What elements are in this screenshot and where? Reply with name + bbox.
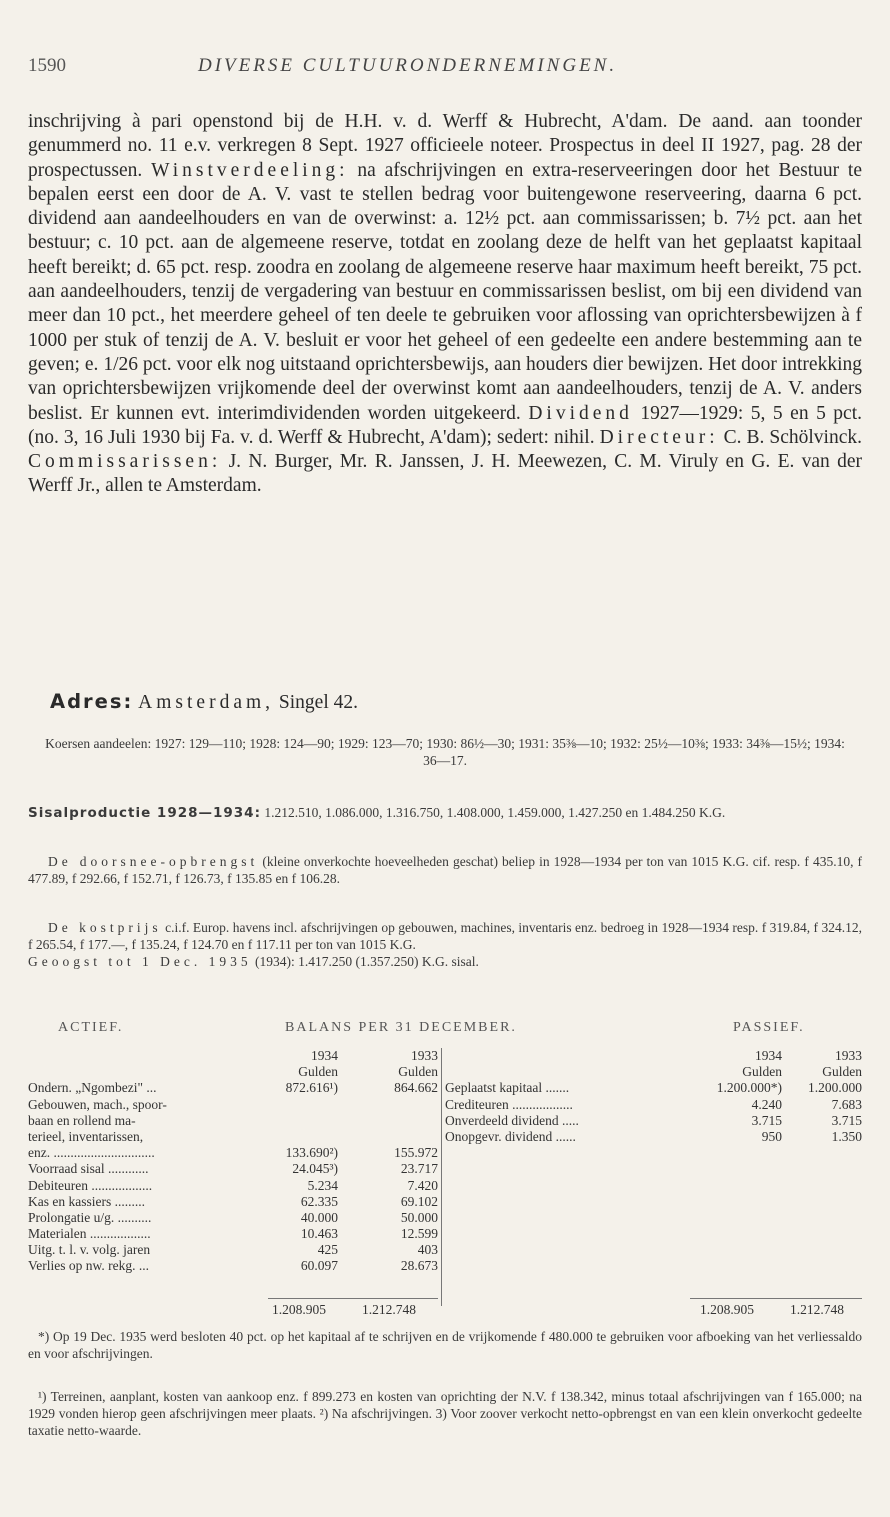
value-1934: 5.234 [307, 1177, 338, 1193]
column-year: 1933 [411, 1048, 438, 1063]
total-liabilities-1933: 1.212.748 [790, 1302, 844, 1317]
liabilities-label: PASSIEF. [733, 1020, 805, 1035]
value-1934: 425 [317, 1242, 338, 1258]
table-row [28, 1145, 438, 1161]
dividend-text: 1927—1929: 5, 5 en 5 pct. (no. 3, 16 Juli 1930 bij Fa. v. d. Werff & Hubrecht, A'dam); sedert: nihil. [28, 402, 863, 448]
table-row [28, 1178, 438, 1194]
assets-rows [28, 1080, 438, 1274]
share-prices: Koersen aandeelen: 1927: 129—110; 1928: 124—90; 1929: 123—70; 1930: 86½—30; 1931: 35⅜—10; 1932: 25½—10⅜; 1933: 34⅜—15½; 1934: 36—17. [45, 736, 845, 768]
table-row [28, 1161, 438, 1177]
column-unit-row [28, 1064, 438, 1080]
row-label: Debiteuren .................. [28, 1177, 153, 1193]
value-1933: 3.715 [831, 1112, 862, 1128]
row-label: Verlies op nw. rekg. ... [28, 1258, 149, 1274]
directeur-label: Directeur: [599, 426, 719, 448]
table-row [445, 1113, 862, 1129]
page-number: 1590 [28, 55, 66, 76]
sisal-production [28, 804, 862, 822]
row-label: Kas en kassiers ......... [28, 1193, 145, 1209]
value-1934: 3.715 [751, 1112, 782, 1128]
total-liabilities-1934: 1.208.905 [700, 1302, 754, 1317]
table-row [28, 1242, 438, 1258]
row-label: Uitg. t. l. v. volg. jaren [28, 1242, 151, 1258]
value-1933: 1.350 [831, 1128, 862, 1144]
value-1933: 28.673 [400, 1258, 438, 1274]
column-year: 1933 [835, 1048, 862, 1063]
value-1934: 40.000 [300, 1209, 338, 1225]
table-row [28, 1129, 438, 1145]
value-1933: 7.420 [407, 1177, 438, 1193]
value-1934: 62.335 [300, 1193, 338, 1209]
address-label: Adres: [50, 690, 134, 713]
value-1934: 10.463 [300, 1226, 338, 1242]
row-label: Prolongatie u/g. .......... [28, 1209, 152, 1225]
dividend-label: Dividend [528, 402, 633, 424]
column-year-row [28, 1048, 438, 1064]
column-divider [441, 1048, 442, 1306]
table-row [28, 1226, 438, 1242]
commissarissen-label: Commissarissen: [28, 451, 222, 473]
value-1934: 872.616¹) [285, 1080, 338, 1096]
value-1934: 60.097 [300, 1258, 338, 1274]
value-1933: 50.000 [400, 1209, 438, 1225]
value-1933: 1.200.000 [808, 1080, 862, 1096]
main-text [28, 110, 862, 499]
value-1933: 864.662 [394, 1080, 438, 1096]
cost-price [28, 919, 862, 970]
footnote: ¹) Terreinen, aanplant, kosten van aankoop enz. f 899.273 en kosten van oprichting der N.V. f 138.342, minus totaal afschrijvingen van f 165.000; na 1929 vonden hierop geen afschrijvingen meer plaats. ²) Na afschrijvingen. 3) Voor zoover verkocht netto-opbrengst en van een klein onverkocht gedeelte taxatie netto-waarde. [28, 1389, 862, 1438]
total-assets-1933: 1.212.748 [362, 1302, 416, 1317]
row-label: Ondern. „Ngombezi" ... [28, 1080, 157, 1096]
intro-text: inschrijving à pari openstond bij de H.H. v. d. Werff & Hubrecht, A'dam. De aand. aan toonder genummerd no. 11 e.v. verkregen 8 Sept. 1927 officieele noteer. Prospectus in deel II 1927, pag. 28 der prospectussen. [28, 111, 862, 181]
table-row [28, 1080, 438, 1096]
table-row [28, 1113, 438, 1129]
harvest-text: (1934): 1.417.250 (1.357.250) K.G. sisal. [254, 954, 479, 969]
assets-label: ACTIEF. [58, 1020, 124, 1035]
cost-price-label: De kostprijs [48, 920, 162, 935]
value-1934: 4.240 [751, 1096, 782, 1112]
row-label: Gebouwen, mach., spoor- [28, 1096, 167, 1112]
address-street: Singel 42. [278, 692, 358, 713]
row-label: Crediteuren .................. [445, 1096, 573, 1112]
table-row [28, 1258, 438, 1274]
sisal-text: 1.212.510, 1.086.000, 1.316.750, 1.408.000, 1.459.000, 1.427.250 en 1.484.250 K.G. [264, 805, 726, 820]
liabilities-table [445, 1048, 862, 1145]
row-label: Geplaatst kapitaal ....... [445, 1080, 570, 1096]
table-row [28, 1194, 438, 1210]
value-1934: 950 [761, 1128, 782, 1144]
row-label: Materialen .................. [28, 1226, 151, 1242]
page-header [28, 55, 862, 85]
value-1933: 69.102 [400, 1193, 438, 1209]
balance-sheet-title: BALANS PER 31 DECEMBER. [285, 1020, 517, 1035]
address-line [50, 690, 358, 714]
value-1933: 155.972 [394, 1145, 438, 1161]
average-yield-text: (kleine onverkochte hoeveelheden geschat) beliep in 1928—1934 per ton van 1015 K.G. cif. resp. f 435.10, f 477.89, f 292.66, f 152.71, f 126.73, f 135.85 en f 106.28. [28, 854, 863, 886]
running-title: DIVERSE CULTUURONDERNEMINGEN. [198, 55, 618, 76]
table-row [445, 1129, 862, 1145]
value-1933: 12.599 [400, 1226, 438, 1242]
assets-table [28, 1048, 438, 1275]
value-1933: 23.717 [400, 1161, 438, 1177]
column-unit: Gulden [298, 1064, 338, 1080]
column-unit: Gulden [398, 1064, 438, 1080]
table-row [28, 1097, 438, 1113]
column-year: 1934 [755, 1048, 782, 1063]
column-year: 1934 [311, 1048, 338, 1063]
column-unit: Gulden [822, 1064, 862, 1080]
footnote: *) Op 19 Dec. 1935 werd besloten 40 pct. op het kapitaal af te schrijven en de vrijkomende f 480.000 te gebruiken voor afboeking van het verliessaldo en voor afschrijvingen. [28, 1329, 862, 1361]
table-row [445, 1080, 862, 1096]
average-yield-label: De doorsnee-opbrengst [48, 854, 259, 869]
column-year-row [445, 1048, 862, 1064]
liabilities-rows [445, 1080, 862, 1145]
cost-price-text: c.i.f. Europ. havens incl. afschrijvingen op gebouwen, machines, inventaris enz. bedroeg in 1928—1934 resp. f 319.84, f 324.12, f 265.54, f 177.—, f 135.24, f 124.70 en f 117.11 per ton van 1015 K.G. [28, 920, 862, 952]
total-rule [690, 1298, 862, 1299]
paragraph [28, 110, 862, 499]
column-unit: Gulden [742, 1064, 782, 1080]
harvest-label: Geoogst tot 1 Dec. 1935 [28, 954, 252, 969]
winstverdeeling-text: na afschrijvingen en extra-reserveeringen door het Bestuur te bepalen eerst een door de A. V. vast te stellen bedrag voor buitengewone reserveering, daarna 6 pct. dividend aan aandeelhouders en van de overwinst: a. 12½ pct. aan commissarissen; b. 7½ pct. aan het bestuur; c. 10 pct. aan de algemeene reserve, totdat en zoolang deze de helft van het geplaatst kapitaal heeft bereikt; d. 65 pct. resp. zoodra en zoolang de algemeene reserve haar maximum heeft bereikt, 75 pct. aan aandeelhouders, tenzij de vergadering van bestuur en commissarissen beslist, om bij een dividend van meer dan 10 pct., het meerdere geheel of ten deele te gebruiken voor aflossing van oprichtersbewijzen à f 1000 per stuk of tenzij de A. V. besluit er voor het geheel of een gedeelte een andere bestemming aan te geven; e. 1/26 pct. voor elk nog uitstaand oprichtersbewijs, aan houders dier bewijzen. Het door intrekking van oprichtersbewijzen vrijkomende deel der overwinst komt aan aandeelhouders, tenzij de A. V. anders beslist. Er kunnen evt. interimdividenden worden uitgekeerd. [28, 159, 862, 424]
table-row [445, 1097, 862, 1113]
commissarissen-text: J. N. Burger, Mr. R. Janssen, J. H. Meewezen, C. M. Viruly en G. E. van der Werff Jr., allen te Amsterdam. [28, 451, 863, 497]
value-1934: 24.045³) [292, 1161, 338, 1177]
value-1933: 403 [417, 1242, 438, 1258]
address-city: Amsterdam, [138, 692, 275, 713]
directeur-text: C. B. Schölvinck. [723, 426, 862, 448]
row-label: Onverdeeld dividend ..... [445, 1112, 579, 1128]
average-yield [28, 853, 862, 887]
row-label: terieel, inventarissen, [28, 1128, 144, 1144]
row-label: baan en rollend ma- [28, 1112, 136, 1128]
row-label: enz. .............................. [28, 1145, 155, 1161]
row-label: Onopgevr. dividend ...... [445, 1128, 576, 1144]
column-unit-row [445, 1064, 862, 1080]
row-label: Voorraad sisal ............ [28, 1161, 149, 1177]
sisal-label: Sisalproductie 1928—1934: [28, 805, 261, 821]
winstverdeeling-label: Winstverdeeling: [151, 159, 349, 181]
value-1934: 133.690²) [285, 1145, 338, 1161]
total-rule [268, 1298, 438, 1299]
total-assets-1934: 1.208.905 [272, 1302, 326, 1317]
table-row [28, 1210, 438, 1226]
value-1933: 7.683 [831, 1096, 862, 1112]
value-1934: 1.200.000*) [716, 1080, 782, 1096]
